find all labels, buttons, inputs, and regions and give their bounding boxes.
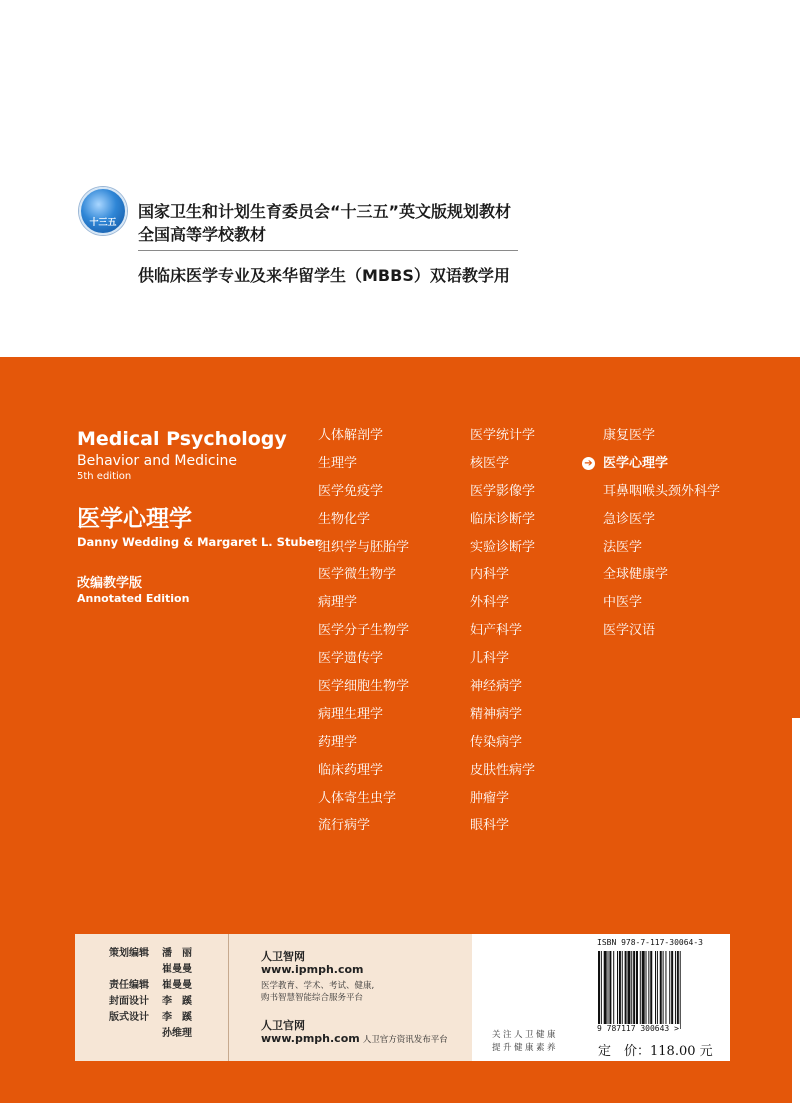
catalog-item-label: 病理生理学 bbox=[318, 706, 384, 722]
credit-role: 版式设计 bbox=[109, 1012, 149, 1023]
barcode-bar bbox=[660, 951, 662, 1029]
credits-list bbox=[109, 944, 224, 1040]
audience-line: 供临床医学专业及来华留学生（MBBS）双语教学用 bbox=[138, 266, 510, 285]
cover-top-section bbox=[0, 0, 800, 357]
catalog-item-label: 中医学 bbox=[603, 595, 643, 611]
catalog-item-label: 临床诊断学 bbox=[470, 511, 536, 527]
catalog-item-label: 耳鼻咽喉头颈外科学 bbox=[603, 483, 721, 499]
credit-name: 潘 丽 bbox=[162, 948, 192, 959]
catalog-item bbox=[603, 594, 720, 622]
cover-edge bbox=[792, 718, 800, 1103]
qr-line-1: 关注人卫健康 bbox=[492, 1030, 559, 1040]
barcode-bar bbox=[617, 951, 618, 1029]
catalog-item-label: 医学遗传学 bbox=[318, 651, 384, 667]
site1-url[interactable]: www.ipmph.com bbox=[261, 963, 364, 976]
barcode-bar bbox=[665, 951, 666, 1029]
barcode-bar bbox=[627, 951, 630, 1029]
barcode-box bbox=[592, 934, 730, 1061]
barcode-bar bbox=[608, 951, 609, 1029]
catalog-item-label: 神经病学 bbox=[470, 679, 523, 695]
barcode-bar bbox=[640, 951, 641, 1029]
catalog-item-label: 临床药理学 bbox=[318, 762, 384, 778]
catalog-item bbox=[318, 762, 409, 790]
catalog-item-current bbox=[584, 455, 720, 483]
barcode-bar bbox=[633, 951, 635, 1029]
book-subtitle-en: Behavior and Medicine bbox=[77, 453, 237, 469]
barcode-bar bbox=[613, 951, 614, 1029]
catalog-item bbox=[603, 622, 720, 650]
credit-row bbox=[109, 992, 224, 1008]
series-logo-icon bbox=[79, 187, 127, 235]
site2-url-row bbox=[261, 1032, 448, 1048]
catalog-item bbox=[470, 762, 535, 790]
catalog-item bbox=[470, 455, 535, 483]
barcode-bar bbox=[598, 951, 600, 1029]
catalog-item bbox=[318, 566, 409, 594]
barcode-bar bbox=[663, 951, 664, 1029]
series-line-2: 全国高等学校教材 bbox=[138, 225, 267, 244]
catalog-item bbox=[603, 427, 720, 455]
barcode-bar bbox=[657, 951, 658, 1029]
price-label: 定 价：118.00 元 bbox=[598, 1044, 713, 1059]
publisher-site-1 bbox=[261, 948, 374, 1003]
catalog-item bbox=[318, 678, 409, 706]
book-edition: 5th edition bbox=[77, 471, 132, 482]
qr-code-area bbox=[472, 934, 592, 1061]
barcode-bar bbox=[671, 951, 673, 1029]
site2-url[interactable]: www.pmph.com bbox=[261, 1032, 360, 1045]
credit-row bbox=[109, 976, 224, 992]
catalog-item bbox=[603, 483, 720, 511]
footer-divider bbox=[228, 934, 229, 1061]
book-authors: Danny Wedding & Margaret L. Stuber bbox=[77, 535, 321, 549]
barcode-bar bbox=[604, 951, 607, 1029]
credit-name: 李 蹊 bbox=[162, 1012, 192, 1023]
catalog-item bbox=[470, 427, 535, 455]
barcode-bar bbox=[631, 951, 632, 1029]
catalog-item bbox=[318, 706, 409, 734]
catalog-item bbox=[470, 594, 535, 622]
logo-text: 十三五 bbox=[89, 218, 117, 228]
site1-desc-1: 医学教育、学术、考试、健康, bbox=[261, 981, 375, 991]
barcode-bar bbox=[646, 951, 647, 1029]
credit-role: 策划编辑 bbox=[109, 948, 149, 959]
catalog-item bbox=[318, 455, 409, 483]
catalog-item-label: 人体寄生虫学 bbox=[318, 790, 397, 806]
catalog-item-label: 内科学 bbox=[470, 567, 510, 583]
catalog-item bbox=[470, 678, 535, 706]
isbn-text: ISBN 978-7-117-30064-3 bbox=[597, 938, 703, 947]
site1-desc-2: 购书智慧智能综合服务平台 bbox=[261, 993, 364, 1003]
catalog-item-label: 生物化学 bbox=[318, 511, 371, 527]
catalog-item-label: 妇产科学 bbox=[470, 623, 523, 639]
catalog-item-label: 法医学 bbox=[603, 539, 643, 555]
book-title-cn: 医学心理学 bbox=[77, 506, 192, 532]
catalog-item bbox=[603, 511, 720, 539]
catalog-item bbox=[318, 650, 409, 678]
credit-name: 崔曼曼 bbox=[162, 980, 192, 991]
catalog-item bbox=[318, 483, 409, 511]
barcode-bar bbox=[677, 951, 679, 1029]
barcode-bar bbox=[669, 951, 670, 1029]
credit-row bbox=[109, 1008, 224, 1024]
barcode-bar bbox=[622, 951, 623, 1029]
site2-desc: 人卫官方资讯发布平台 bbox=[362, 1035, 448, 1045]
catalog-item bbox=[603, 566, 720, 594]
catalog-item-label: 核医学 bbox=[470, 455, 510, 471]
barcode-bar bbox=[675, 951, 676, 1029]
catalog-item-label: 医学汉语 bbox=[603, 623, 656, 639]
catalog-item-label: 实验诊断学 bbox=[470, 539, 536, 555]
book-version-cn: 改编教学版 bbox=[77, 576, 143, 591]
catalog-item-label: 康复医学 bbox=[603, 428, 656, 443]
catalog-item-label: 病理学 bbox=[318, 595, 358, 611]
catalog-item bbox=[470, 622, 535, 650]
catalog-item bbox=[318, 734, 409, 762]
catalog-item-label: 医学微生物学 bbox=[318, 567, 397, 583]
catalog-column-1 bbox=[318, 427, 409, 845]
book-version-en: Annotated Edition bbox=[77, 592, 190, 605]
barcode-bar bbox=[648, 951, 649, 1029]
credit-name: 崔曼曼 bbox=[162, 964, 192, 975]
catalog-item bbox=[318, 511, 409, 539]
qr-line-2: 提升健康素养 bbox=[492, 1043, 559, 1053]
catalog-item-label: 医学细胞生物学 bbox=[318, 679, 410, 695]
catalog-item-label: 医学心理学 bbox=[603, 455, 669, 471]
footer-info-panel bbox=[75, 934, 472, 1061]
credit-row bbox=[109, 944, 224, 960]
qr-caption bbox=[492, 1029, 558, 1055]
catalog-item-label: 皮肤性病学 bbox=[470, 762, 536, 778]
catalog-item bbox=[470, 650, 535, 678]
barcode-bar bbox=[650, 951, 652, 1029]
catalog-item bbox=[318, 427, 409, 455]
barcode-digits: 9 787117 300643 > bbox=[597, 1024, 679, 1033]
catalog-item bbox=[470, 706, 535, 734]
catalog-item-label: 急诊医学 bbox=[603, 511, 656, 527]
barcode-bar bbox=[601, 951, 602, 1029]
barcode-bar bbox=[619, 951, 621, 1029]
catalog-item-label: 组织学与胚胎学 bbox=[318, 539, 410, 555]
credit-name: 李 蹊 bbox=[162, 996, 192, 1007]
barcode-icon bbox=[598, 951, 720, 1029]
credit-name: 孙维理 bbox=[162, 1028, 192, 1039]
catalog-item-label: 医学免疫学 bbox=[318, 483, 384, 499]
catalog-item-label: 医学分子生物学 bbox=[318, 623, 410, 639]
catalog-item bbox=[318, 594, 409, 622]
catalog-item-label: 外科学 bbox=[470, 595, 510, 611]
catalog-item bbox=[470, 734, 535, 762]
arrow-right-icon: ➔ bbox=[582, 457, 595, 470]
site2-name: 人卫官网 bbox=[261, 1019, 305, 1032]
catalog-item-label: 眼科学 bbox=[470, 818, 510, 834]
credit-role: 封面设计 bbox=[109, 996, 149, 1007]
catalog-item-label: 精神病学 bbox=[470, 706, 523, 722]
catalog-item bbox=[318, 539, 409, 567]
catalog-column-3 bbox=[584, 427, 721, 650]
catalog-item bbox=[318, 817, 409, 845]
book-title-en: Medical Psychology bbox=[77, 428, 287, 450]
credit-row bbox=[109, 960, 224, 976]
catalog-item-label: 全球健康学 bbox=[603, 567, 669, 583]
catalog-item bbox=[318, 790, 409, 818]
site1-name: 人卫智网 bbox=[261, 950, 305, 963]
catalog-item-label: 传染病学 bbox=[470, 734, 523, 750]
catalog-item-label: 医学统计学 bbox=[470, 428, 536, 443]
barcode-bar bbox=[655, 951, 656, 1029]
catalog-item-label: 儿科学 bbox=[470, 651, 510, 667]
catalog-item bbox=[470, 483, 535, 511]
catalog-column-2 bbox=[470, 427, 535, 845]
barcode-bar bbox=[625, 951, 627, 1029]
catalog-item bbox=[470, 539, 535, 567]
catalog-item bbox=[470, 511, 535, 539]
barcode-bar bbox=[636, 951, 638, 1029]
catalog-item bbox=[470, 566, 535, 594]
catalog-item-label: 生理学 bbox=[318, 455, 358, 471]
series-line-1: 国家卫生和计划生育委员会“十三五”英文版规划教材 bbox=[138, 202, 512, 221]
catalog-item bbox=[318, 622, 409, 650]
barcode-bar bbox=[642, 951, 645, 1029]
divider bbox=[138, 250, 518, 251]
barcode-bar bbox=[680, 951, 681, 1029]
catalog-item-label: 肿瘤学 bbox=[470, 790, 510, 806]
catalog-item bbox=[470, 817, 535, 845]
credit-role: 责任编辑 bbox=[109, 980, 149, 991]
publisher-site-2 bbox=[261, 1017, 448, 1048]
catalog-item-label: 药理学 bbox=[318, 734, 358, 750]
catalog-item bbox=[603, 539, 720, 567]
barcode-bar bbox=[609, 951, 611, 1029]
catalog-item-label: 医学影像学 bbox=[470, 483, 536, 499]
catalog-item bbox=[470, 790, 535, 818]
credit-row bbox=[109, 1024, 224, 1040]
catalog-item-label: 人体解剖学 bbox=[318, 428, 384, 443]
catalog-item-label: 流行病学 bbox=[318, 818, 371, 834]
